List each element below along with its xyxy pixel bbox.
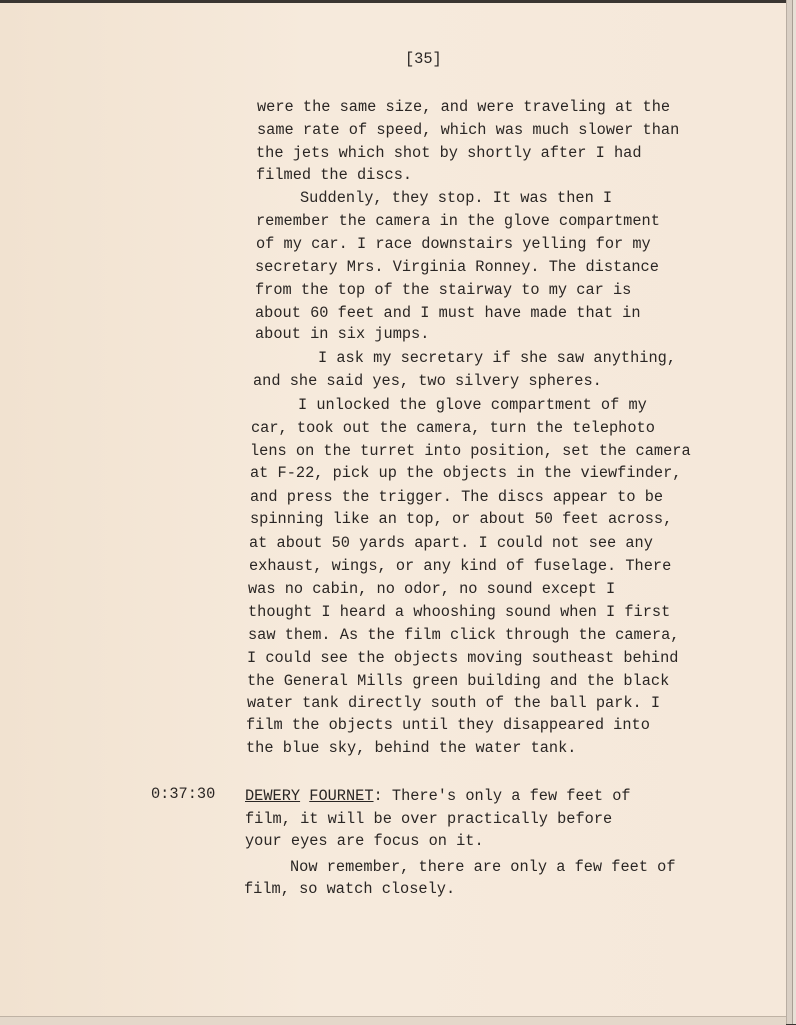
speaker-colon: : xyxy=(373,787,383,805)
page-number: [35] xyxy=(405,50,442,68)
text-line: Suddenly, they stop. It was then I xyxy=(300,189,613,207)
speaker-first-name: DEWERY xyxy=(245,787,301,805)
stacked-page-edge xyxy=(792,0,796,1024)
text-line: lens on the turret into position, set the camera xyxy=(250,442,691,460)
text-line: and press the trigger. The discs appear to be xyxy=(250,488,664,506)
text-line: remember the camera in the glove compartment xyxy=(256,212,660,230)
text-line: exhaust, wings, or any kind of fuselage. There xyxy=(249,557,672,575)
text-line: spinning like an top, or about 50 feet across, xyxy=(250,510,673,528)
text-line: at about 50 yards apart. I could not see any xyxy=(249,534,653,552)
text-line: saw them. As the film click through the camera, xyxy=(248,626,680,644)
text-line: I could see the objects moving southeast behind xyxy=(247,649,679,667)
text-line: about 60 feet and I must have made that in xyxy=(255,304,641,322)
text-line: at F-22, pick up the objects in the viewfinder, xyxy=(250,464,682,482)
text-line: of my car. I race downstairs yelling for my xyxy=(256,235,651,253)
text-line: the General Mills green building and the black xyxy=(247,672,670,690)
text-line: the blue sky, behind the water tank. xyxy=(246,739,577,757)
speaker-line xyxy=(245,787,631,805)
text-line: I unlocked the glove compartment of my xyxy=(298,396,647,414)
speaker-last-name: FOURNET xyxy=(309,787,374,805)
text-line: was no cabin, no odor, no sound except I xyxy=(248,580,616,598)
text-line: film the objects until they disappeared into xyxy=(246,716,650,734)
text-line: the jets which shot by shortly after I had xyxy=(256,144,642,162)
text-line: There's only a few feet of xyxy=(382,787,631,805)
text-line: thought I heard a whooshing sound when I first xyxy=(248,603,671,621)
text-line: secretary Mrs. Virginia Ronney. The distance xyxy=(255,258,659,276)
document-page xyxy=(0,3,786,1019)
text-line: film, it will be over practically before xyxy=(245,810,613,828)
text-line: were the same size, and were traveling at the xyxy=(257,98,671,116)
text-line: Now remember, there are only a few feet of xyxy=(290,858,676,876)
text-line: about in six jumps. xyxy=(255,325,430,343)
text-line: filmed the discs. xyxy=(256,166,413,184)
text-line: I ask my secretary if she saw anything, xyxy=(318,349,677,367)
timestamp: 0:37:30 xyxy=(151,785,216,803)
text-line: your eyes are focus on it. xyxy=(245,832,484,850)
text-line: and she said yes, two silvery spheres. xyxy=(253,372,602,390)
text-line: water tank directly south of the ball park. I xyxy=(247,694,661,712)
text-line: same rate of speed, which was much slower than xyxy=(257,121,680,139)
text-line: from the top of the stairway to my car is xyxy=(255,281,632,299)
text-line: film, so watch closely. xyxy=(244,880,456,898)
text-line: car, took out the camera, turn the telephoto xyxy=(251,419,655,437)
